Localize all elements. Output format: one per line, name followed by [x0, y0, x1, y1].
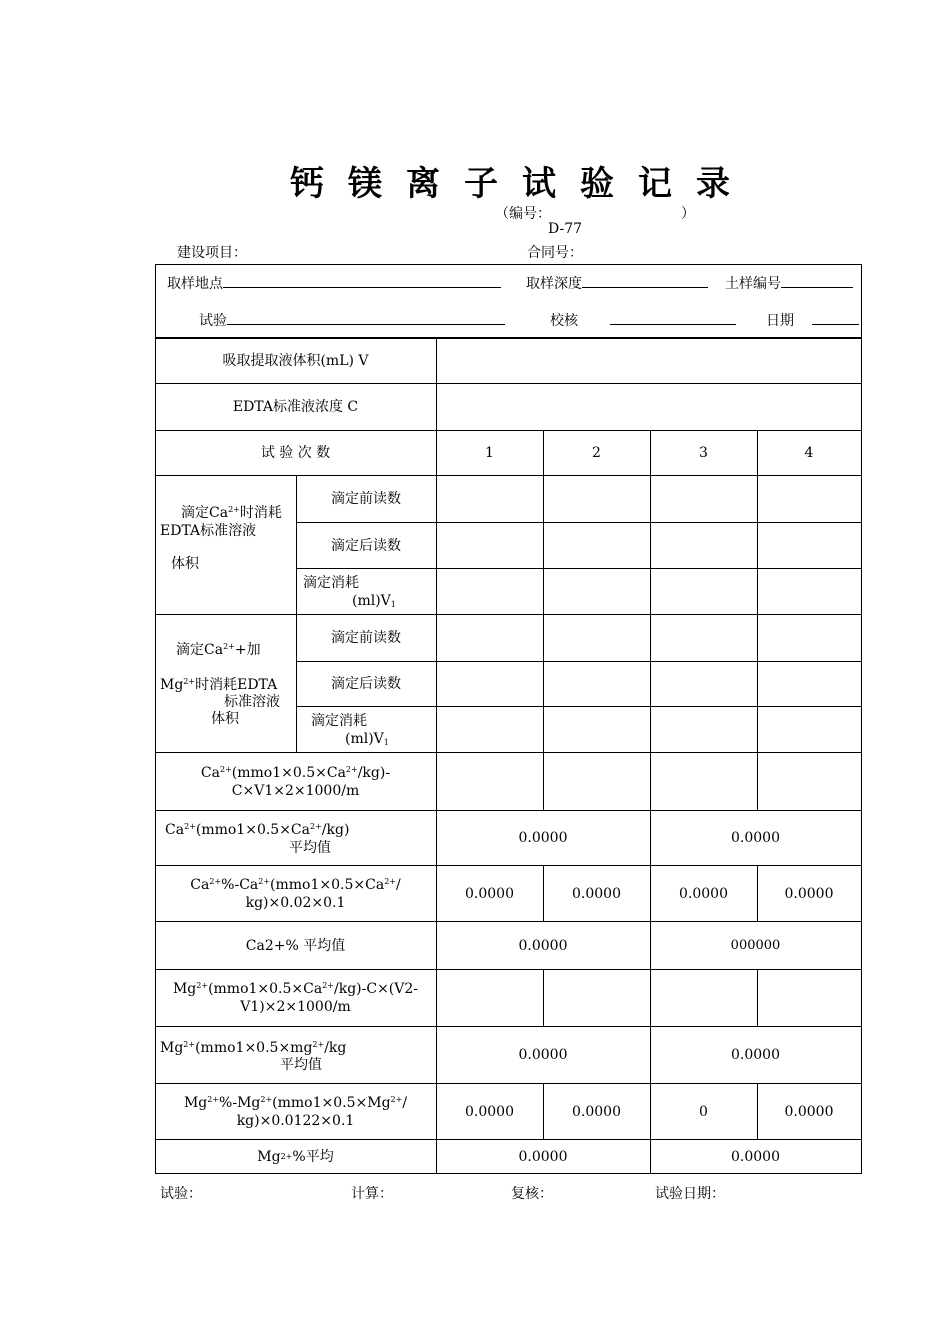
trial-label: 试 验 次 数 — [260, 445, 331, 461]
footer-review: 复核： — [511, 1186, 553, 1202]
title-char: 录 — [696, 164, 730, 204]
project-label: 建设项目： — [177, 245, 247, 261]
mg-avg-value-1: 0.0000 — [518, 1047, 568, 1063]
camg-group-line2: $Mg^{2+}$时消耗EDTA — [160, 677, 278, 693]
serial-close: ） — [681, 206, 695, 222]
ca-consume-line2: $(ml)V_1$ — [352, 593, 396, 609]
date-label: 日期 — [766, 310, 859, 330]
tester-label: 试验 — [199, 310, 505, 330]
page-title — [0, 156, 950, 205]
footer-test-date: 试验日期： — [655, 1186, 725, 1202]
camg-group-line3: 标准溶液 — [224, 694, 280, 710]
mg-pct-avg-label: Mg 2+ %平均 — [257, 1148, 334, 1165]
ca-avg-line2: 平均值 — [289, 840, 331, 856]
title-char: 子 — [464, 164, 498, 204]
sampling-place-label: 取样地点 — [167, 273, 501, 293]
checker-field[interactable] — [610, 310, 736, 325]
ca-group-line2: EDTA标准溶液 — [160, 523, 257, 539]
sampling-depth-field[interactable] — [582, 273, 708, 288]
ca-avg-line1: $Ca^{2+}(mmo1\times 0.5\times Ca^{2+}/kg)$ — [165, 822, 350, 838]
mg-pct-value: 0 — [699, 1103, 708, 1120]
mg-pct-avg-value-2: 0.0000 — [731, 1148, 780, 1165]
camg-group-line4: 体积 — [211, 711, 239, 727]
contract-label: 合同号： — [527, 245, 583, 261]
ca-before-reading: 滴定前读数 — [331, 491, 401, 507]
mg-formula-label: $Mg^{2+}(mmo1\times 0.5\times Ca^{2+}/kg)-C\times(V2-$ V1)×2×1000/m — [172, 981, 419, 1015]
volume-label: 吸取提取液体积(mL) V — [222, 352, 369, 369]
ca-pct-avg-label: Ca2+% 平均值 — [245, 937, 346, 954]
soil-number-field[interactable] — [781, 273, 853, 288]
ca-group-line1: 滴定$Ca^{2+}$时消耗 — [181, 505, 282, 521]
title-char: 镁 — [348, 164, 382, 204]
ca-pct-label: $Ca^{2+}\%-Ca^{2+}(mmo1\times 0.5\times Ca^{2+}/$ kg)×0.02×0.1 — [190, 876, 401, 911]
ca-group-line3: 体积 — [171, 556, 199, 572]
mg-avg-value-2: 0.0000 — [731, 1047, 780, 1063]
title-char: 钙 — [290, 164, 324, 204]
mg-pct-label: $Mg^{2+}\%-Mg^{2+}(mmo1\times 0.5\times Mg^{2+}/$ kg)×0.0122×0.1 — [183, 1094, 408, 1129]
mg-avg-line2: 平均值 — [280, 1057, 322, 1073]
ca-pct-value: 0.0000 — [572, 885, 621, 902]
serial-open: （编号： — [495, 206, 551, 222]
sampling-depth-label: 取样深度 — [526, 273, 708, 293]
trial-number: 3 — [699, 445, 708, 461]
ca-avg-value-1: 0.0000 — [518, 830, 568, 846]
mg-pct-value: 0.0000 — [784, 1103, 834, 1120]
trial-number: 2 — [592, 445, 601, 461]
edta-label: EDTA标准液浓度 C — [232, 399, 359, 415]
document-code: D-77 — [548, 221, 583, 237]
ca-pct-value: 0.0000 — [784, 885, 834, 902]
mg-pct-avg-value-1: 0.0000 — [518, 1148, 568, 1165]
ca-formula-label: $Ca^{2+}(mmo1\times 0.5\times Ca^{2+}/kg)-$ C×V1×2×1000/m — [200, 764, 391, 799]
mg-avg-line1: $Mg^{2+}(mmo1\times 0.5\times mg^{2+}/kg$ — [160, 1040, 347, 1056]
tester-field[interactable] — [227, 310, 505, 325]
trial-number: 4 — [804, 445, 814, 461]
mg-pct-value: 0.0000 — [572, 1103, 621, 1120]
date-field[interactable] — [812, 310, 859, 325]
camg-consume-line2: $(ml)V_1$ — [345, 731, 389, 747]
title-char: 验 — [580, 164, 614, 204]
ca-avg-value-2: 0.0000 — [731, 830, 780, 846]
title-char: 离 — [406, 164, 440, 204]
camg-group-line1: 滴定$Ca^{2+}+$加 — [176, 642, 261, 658]
record-table — [155, 264, 862, 1174]
camg-before-reading: 滴定前读数 — [331, 630, 401, 646]
mg-pct-value: 0.0000 — [465, 1103, 514, 1120]
trial-number: 1 — [485, 445, 494, 461]
title-char: 记 — [638, 164, 672, 204]
ca-pct-value: 0.0000 — [679, 885, 728, 902]
camg-consume-line1: 滴定消耗 — [311, 713, 367, 729]
ca-pct-avg-value-1: 0.0000 — [518, 937, 568, 954]
footer-calc: 计算： — [351, 1186, 393, 1202]
sampling-place-field[interactable] — [223, 273, 501, 288]
camg-after-reading: 滴定后读数 — [331, 676, 401, 692]
title-char: 试 — [522, 164, 556, 204]
ca-pct-avg-value-2: 000000 — [730, 937, 781, 953]
footer-tester: 试验： — [160, 1186, 202, 1202]
ca-pct-value: 0.0000 — [465, 885, 514, 902]
ca-after-reading: 滴定后读数 — [331, 537, 401, 554]
checker-label: 校核 — [550, 310, 736, 330]
soil-number-label: 土样编号 — [725, 273, 853, 293]
ca-consume-line1: 滴定消耗 — [303, 575, 359, 591]
